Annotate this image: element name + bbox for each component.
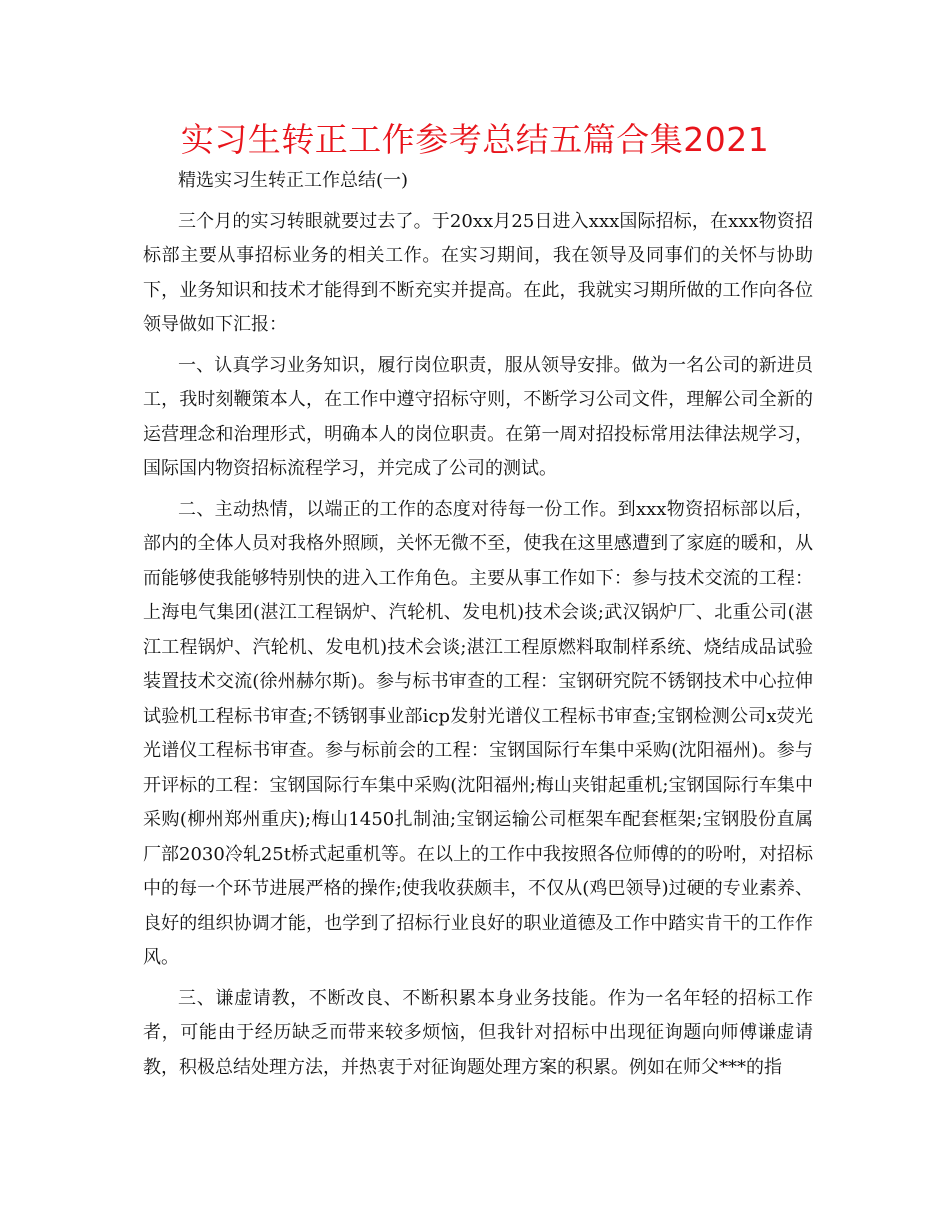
paragraph-intro: 三个月的实习转眼就要过去了。于20xx月25日进入xxx国际招标，在xxx物资招标部主要从事招标业务的相关工作。在实习期间，我在领导及同事们的关怀与协助下，业务知识和技术才能得到不断充实并提高。在此，我就实习期所做的工作向各位领导做如下汇报： <box>143 210 813 335</box>
document-body <box>143 164 813 1091</box>
section-subheading: 精选实习生转正工作总结(一) <box>178 170 409 191</box>
paragraph-point-three: 三、谦虚请教，不断改良、不断积累本身业务技能。作为一名年轻的招标工作者，可能由于经历缺乏而带来较多烦恼，但我针对招标中出现征询题向师傅谦虚请教，积极总结处理方法，并热衷于对征询题处理方案的积累。例如在师父***的指 <box>143 987 813 1078</box>
paragraph-point-two: 二、主动热情，以端正的工作的态度对待每一份工作。到xxx物资招标部以后，部内的全体人员对我格外照顾，关怀无微不至，使我在这里感遭到了家庭的暖和，从而能够使我能够特别快的进入工作角色。主要从事工作如下：参与技术交流的工程：上海电气集团(湛江工程锅炉、汽轮机、发电机)技术会谈;武汉锅炉厂、北重公司(湛江工程锅炉、汽轮机、发电机)技术会谈;湛江工程原燃料取制样系统、烧结成品试验装置技术交流(徐州赫尔斯)。参与标书审查的工程：宝钢研究院不锈钢技术中心拉伸试验机工程标书审查;不锈钢事业部icp发射光谱仪工程标书审查;宝钢检测公司x荧光光谱仪工程标书审查。参与标前会的工程：宝钢国际行车集中采购(沈阳福州)。参与开评标的工程：宝钢国际行车集中采购(沈阳福州;梅山夹钳起重机;宝钢国际行车集中采购(柳州郑州重庆);梅山1450扎制油;宝钢运输公司框架车配套框架;宝钢股份直属厂部2030冷轧25t桥式起重机等。在以上的工作中我按照各位师傅的的吩咐，对招标中的每一个环节进展严格的操作;使我收获颇丰，不仅从(鸡巴领导)过硬的专业素养、良好的组织协调才能，也学到了招标行业良好的职业道德及工作中踏实肯干的工作作风。 <box>143 498 813 968</box>
paragraph-point-one: 一、认真学习业务知识，履行岗位职责，服从领导安排。做为一名公司的新进员工，我时刻鞭策本人，在工作中遵守招标守则，不断学习公司文件，理解公司全新的运营理念和治理形式，明确本人的岗位职责。在第一周对招投标常用法律法规学习，国际国内物资招标流程学习，并完成了公司的测试。 <box>143 354 813 479</box>
document-title: 实习生转正工作参考总结五篇合集2021 <box>180 120 770 159</box>
